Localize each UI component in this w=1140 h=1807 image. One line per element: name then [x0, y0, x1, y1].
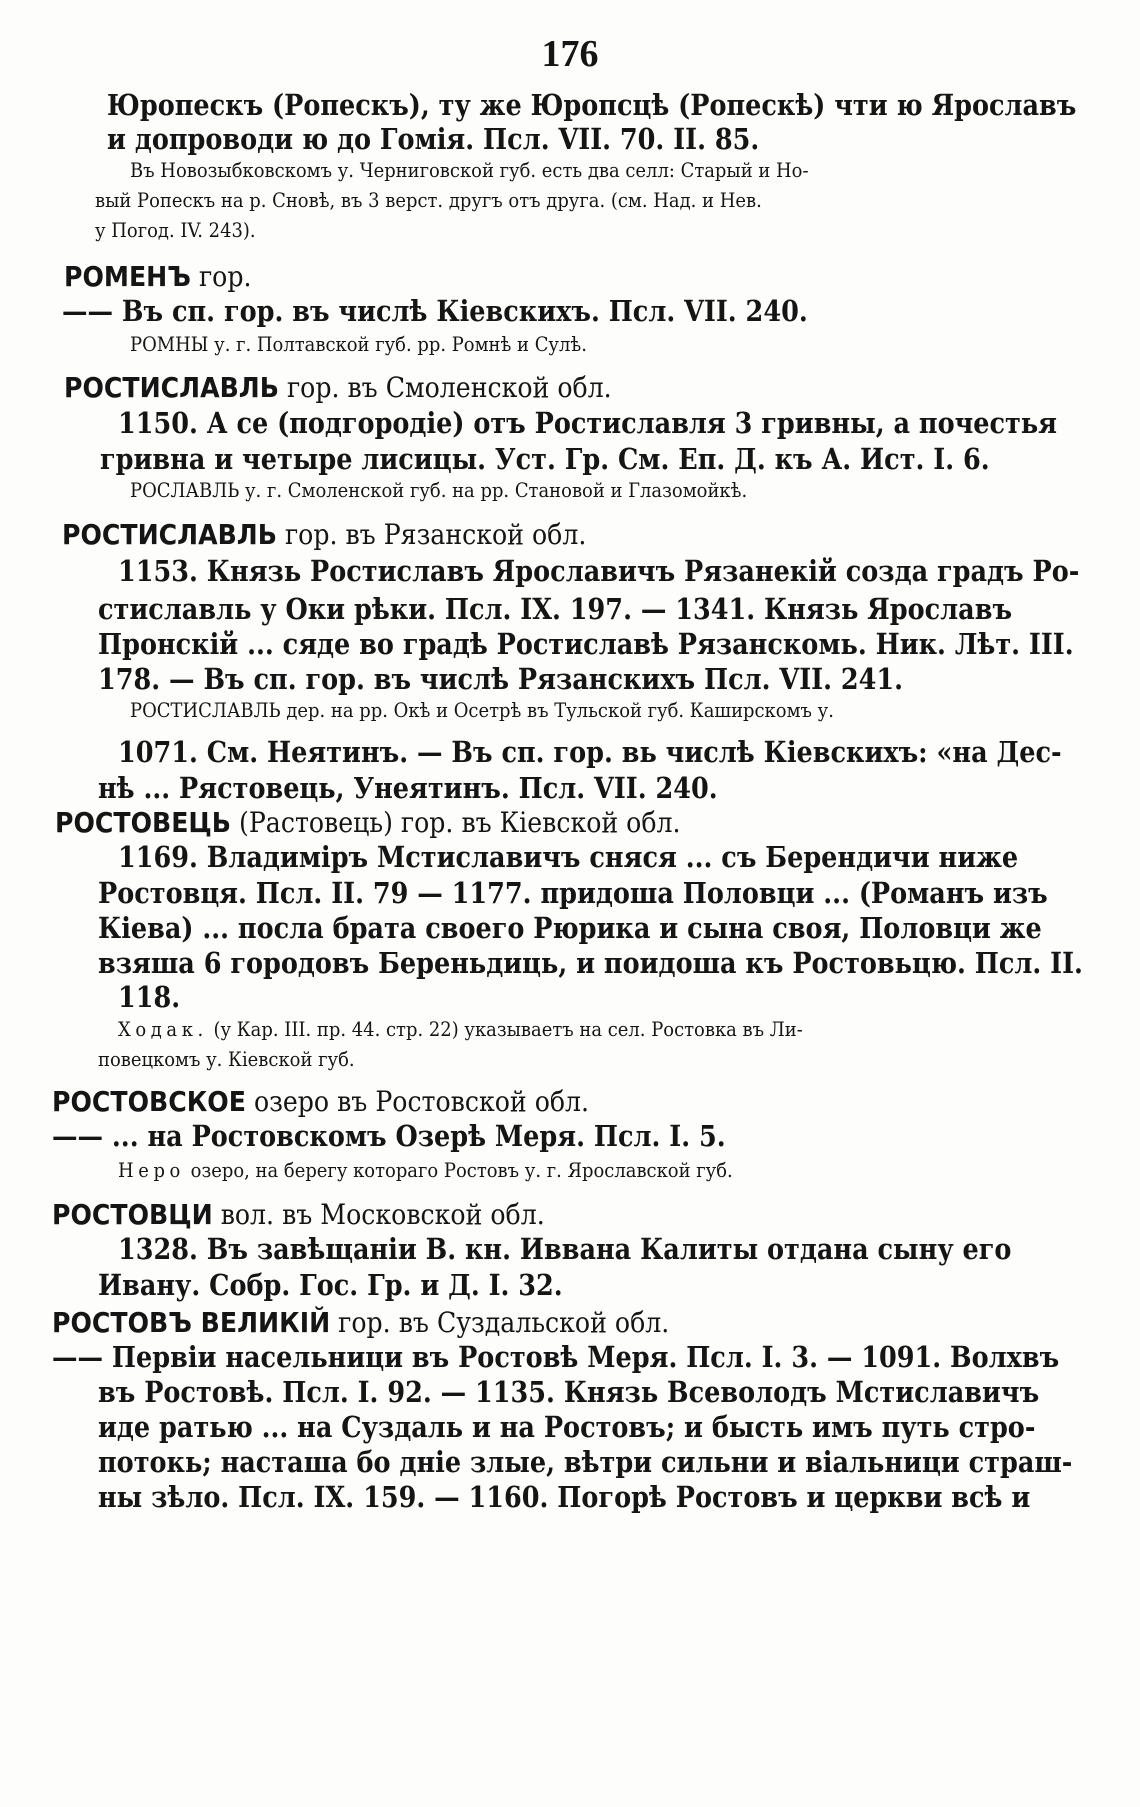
note-line: вый Ропескъ на р. Сновѣ, въ 3 верст. другъ отъ друга. (см. Над. и Нев.	[95, 189, 762, 212]
text-line: —— ... на Ростовскомъ Озерѣ Меря. Псл. I. 5.	[52, 1119, 726, 1153]
text-line: ны зѣло. Псл. IX. 159. — 1160. Погорѣ Ростовъ и церкви всѣ и	[98, 1480, 1031, 1514]
text-line: Юропескъ (Ропескъ), ту же Юропсцѣ (Ропескѣ) чти ю Ярославъ	[107, 88, 1077, 122]
headword: РОСТИСЛАВЛЬ	[62, 518, 277, 551]
text-line: гривна и четыре лисицы. Уст. Гр. См. Еп. Д. къ А. Ист. I. 6.	[100, 442, 990, 476]
headword: РОСТОВЪ ВЕЛИКІЙ	[52, 1306, 331, 1339]
text-line: Кіева) ... посла брата своего Рюрика и сына своя, Половци же	[98, 911, 1042, 945]
text-line: 1071. См. Неятинъ. — Въ сп. гор. вь числѣ Кіевскихъ: «на Дес-	[118, 735, 1062, 769]
entry-heading: РОСТИСЛАВЛЬ гор. въ Смоленской обл.	[64, 371, 612, 404]
text-line: въ Ростовѣ. Псл. I. 92. — 1135. Князь Всеволодъ Мстиславичъ	[98, 1375, 1040, 1409]
text-line: Ивану. Собр. Гос. Гр. и Д. I. 32.	[98, 1268, 563, 1302]
note-line: Ходак. (у Кар. III. пр. 44. стр. 22) указываетъ на сел. Ростовка въ Ли-	[118, 1018, 803, 1041]
text-line: 118.	[118, 980, 181, 1014]
text-line: 1169. Владиміръ Мстиславичъ сняся ... съ Берендичи ниже	[118, 840, 1019, 874]
text-line: и допроводи ю до Гомія. Псл. VII. 70. II. 85.	[107, 122, 760, 156]
text-line: —— Первіи насельници въ Ростовѣ Меря. Псл. I. 3. — 1091. Волхвъ	[52, 1340, 1060, 1374]
entry-heading: РОСТОВЕЦЬ (Растовець) гор. въ Кіевской обл.	[55, 806, 681, 839]
page-number: 176	[541, 33, 599, 75]
entry-heading: РОСТОВЦИ вол. въ Московской обл.	[52, 1198, 545, 1231]
text-line: взяша 6 городовъ Береньдиць, и поидоша къ Ростовьцю. Псл. II.	[98, 946, 1083, 980]
text-line: стиславль у Оки рѣки. Псл. IX. 197. — 1341. Князь Ярославъ	[98, 592, 1013, 626]
headword: РОСТОВЕЦЬ	[55, 806, 232, 839]
text-line: 1150. А се (подгородіе) отъ Ростиславля 3 гривны, а почестья	[118, 406, 1058, 440]
note-line: РОСТИСЛАВЛЬ дер. на рр. Окѣ и Осетрѣ въ Тульской губ. Каширскомъ у.	[130, 699, 834, 722]
note-line: Въ Новозыбковскомъ у. Черниговской губ. есть два селл: Старый и Но-	[130, 159, 809, 182]
note-line: повецкомъ у. Кіевской губ.	[98, 1048, 355, 1071]
headword: РОМЕНЪ	[64, 260, 191, 293]
entry-heading: РОМЕНЪ гор.	[64, 260, 252, 293]
note-line: у Погод. IV. 243).	[95, 219, 256, 242]
entry-heading: РОСТОВСКОЕ озеро въ Ростовской обл.	[52, 1085, 590, 1118]
headword: РОСТИСЛАВЛЬ	[64, 371, 279, 404]
text-line: Ростовця. Псл. II. 79 — 1177. придоша Половци ... (Романъ изъ	[98, 876, 1048, 910]
entry-heading: РОСТИСЛАВЛЬ гор. въ Рязанской обл.	[62, 518, 587, 551]
text-line: Пронскій ... сяде во градѣ Ростиславѣ Рязанскомь. Ник. Лѣт. III.	[98, 627, 1074, 661]
text-line: 1328. Въ завѣщаніи В. кн. Иввана Калиты отдана сыну его	[118, 1232, 1012, 1266]
text-line: потокь; насташа бо дніе злые, вѣтри сильни и віальници страш-	[98, 1445, 1073, 1479]
headword: РОСТОВЦИ	[52, 1198, 213, 1231]
note-line: РОМНЫ у. г. Полтавской губ. рр. Ромнѣ и Сулѣ.	[130, 333, 587, 356]
headword: РОСТОВСКОЕ	[52, 1085, 246, 1118]
entry-heading: РОСТОВЪ ВЕЛИКІЙ гор. въ Суздальской обл.	[52, 1306, 670, 1339]
text-line: иде ратью ... на Суздаль и на Ростовъ; и бысть имъ путь стро-	[98, 1410, 1036, 1444]
note-line: РОСЛАВЛЬ у. г. Смоленской губ. на рр. Становой и Глазомойкѣ.	[130, 479, 748, 502]
text-line: 1153. Князь Ростиславъ Ярославичъ Рязанекій созда градъ Ро-	[118, 554, 1080, 588]
spaced-term: Ходак.	[118, 1018, 208, 1041]
note-line: Неро озеро, на берегу котораго Ростовъ у. г. Ярославской губ.	[118, 1159, 733, 1182]
text-line: 178. — Въ сп. гор. въ числѣ Рязанскихъ Псл. VII. 241.	[98, 662, 904, 696]
text-line: нѣ ... Рястовець, Унеятинъ. Псл. VII. 240.	[98, 771, 718, 805]
spaced-term: Неро	[118, 1159, 185, 1182]
text-line: —— Въ сп. гор. въ числѣ Кіевскихъ. Псл. VII. 240.	[62, 294, 808, 328]
